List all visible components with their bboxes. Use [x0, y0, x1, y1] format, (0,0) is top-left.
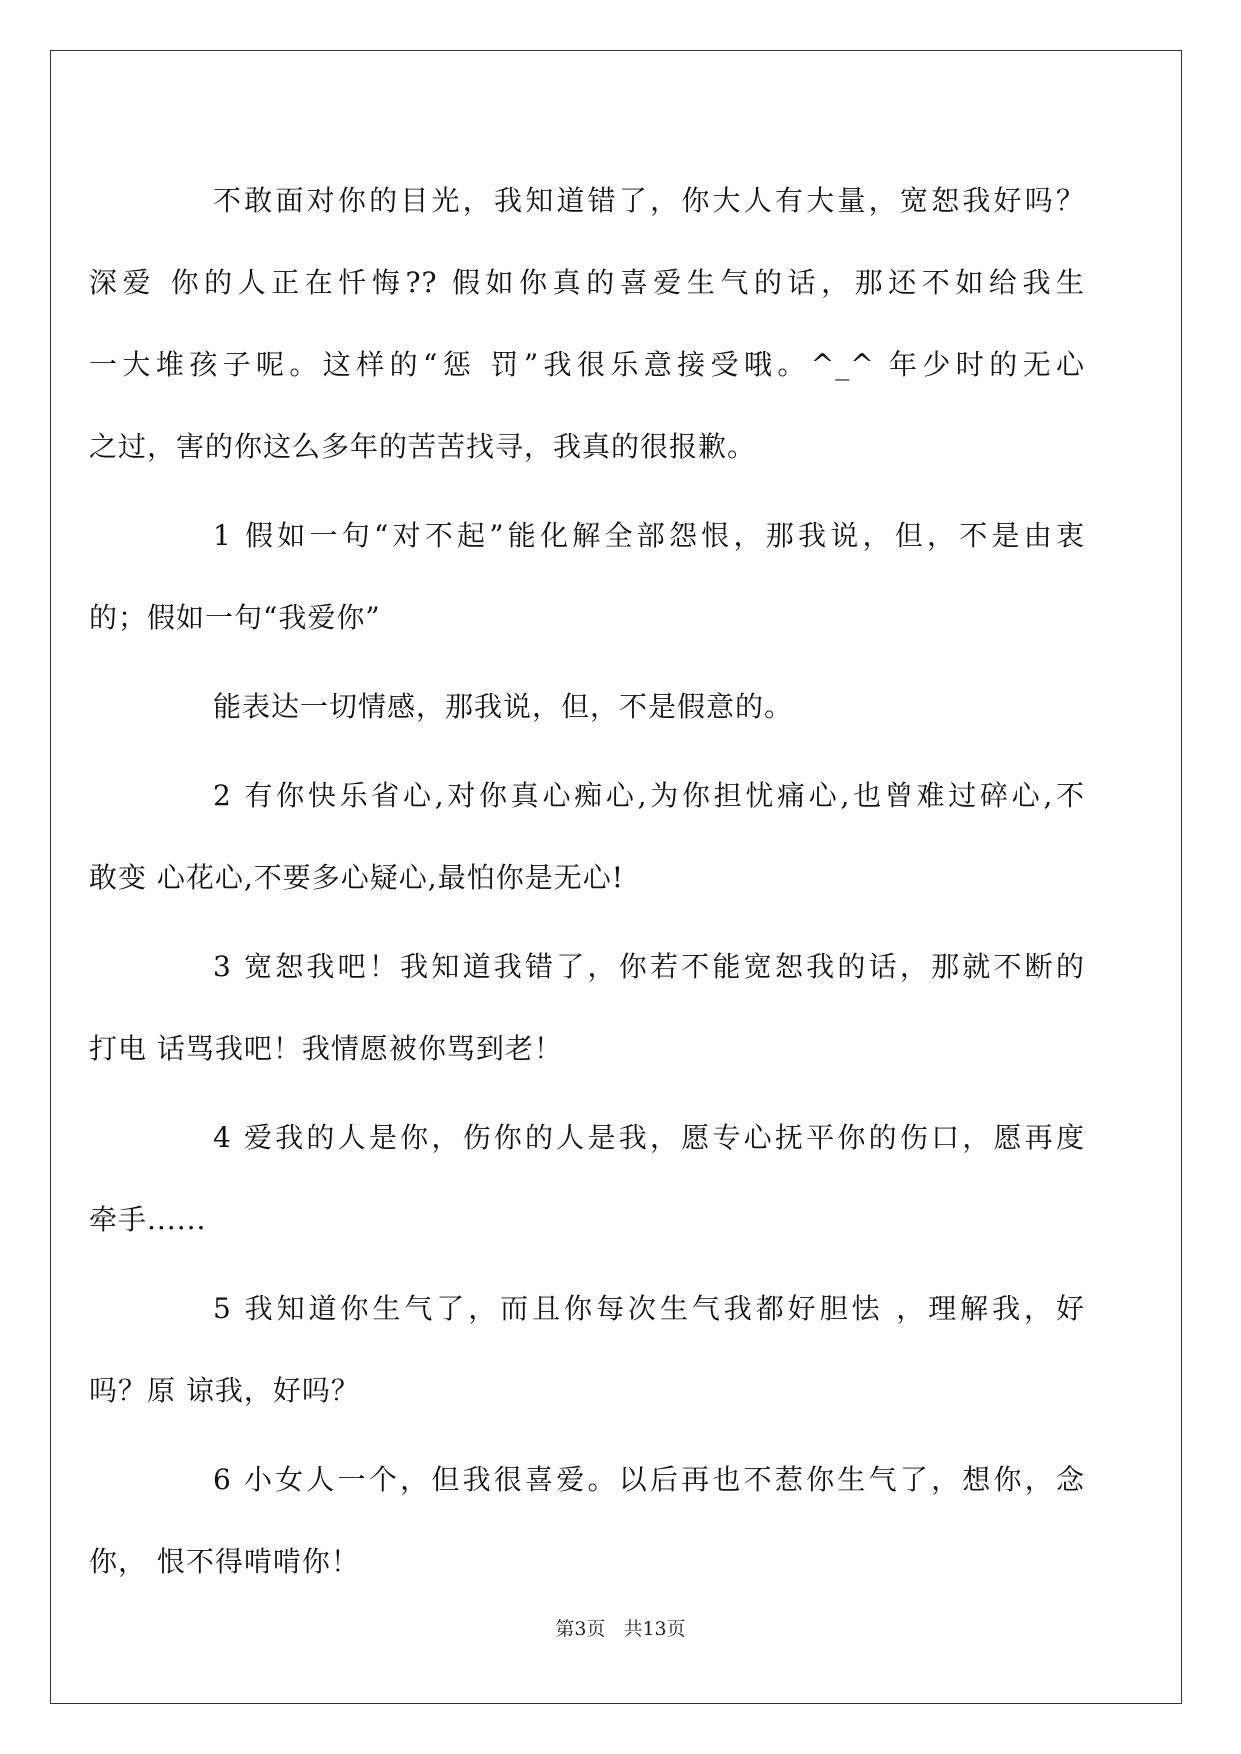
text-line: 不敢面对你的目光，我知道错了，你大人有大量，宽恕我好吗？ — [213, 184, 1085, 217]
text-line: 打电 话骂我吧！我情愿被你骂到老！ — [89, 1032, 563, 1065]
paragraph-item-1 — [89, 495, 1085, 659]
text-line: 的；假如一句“我爱你” — [89, 601, 381, 634]
page-footer — [0, 1614, 1241, 1641]
paragraph-item-1-continued — [151, 666, 1085, 748]
text-line: 牵手...... — [89, 1203, 207, 1236]
paragraph-item-6 — [89, 1439, 1085, 1603]
text-line: 5 我知道你生气了，而且你每次生气我都好胆怯 ，理解我，好 — [213, 1292, 1085, 1325]
paragraph-apology-intro — [89, 160, 1085, 488]
document-body — [89, 160, 1085, 1610]
text-line: 吗？原 谅我，好吗？ — [89, 1374, 360, 1407]
text-line: 能表达一切情感，那我说，但，不是假意的。 — [213, 690, 794, 723]
text-line: 4 爱我的人是你，伤你的人是我，愿专心抚平你的伤口，愿再度 — [213, 1121, 1085, 1154]
page-total: 共13页 — [623, 1618, 686, 1640]
paragraph-item-5 — [89, 1268, 1085, 1432]
paragraph-item-3 — [89, 926, 1085, 1090]
text-line: 一大堆孩子呢。这样的“惩 罚”我很乐意接受哦。^_^ 年少时的无心 — [89, 348, 1085, 381]
paragraph-item-4 — [89, 1097, 1085, 1261]
text-line: 深爱 你的人正在忏悔?? 假如你真的喜爱生气的话，那还不如给我生 — [89, 266, 1085, 299]
paragraph-item-2 — [89, 755, 1085, 919]
text-line: 之过，害的你这么多年的苦苦找寻，我真的很报歉。 — [89, 430, 757, 463]
text-line: 敢变 心花心,不要多心疑心,最怕你是无心! — [89, 861, 624, 894]
text-line: 2 有你快乐省心,对你真心痴心,为你担忧痛心,也曾难过碎心,不 — [213, 779, 1085, 812]
text-line: 你， 恨不得啃啃你！ — [89, 1545, 360, 1578]
page-number: 第3页 — [555, 1618, 606, 1640]
text-line: 1 假如一句“对不起”能化解全部怨恨，那我说，但，不是由衷 — [213, 519, 1085, 552]
text-line: 3 宽恕我吧！我知道我错了，你若不能宽恕我的话，那就不断的 — [213, 950, 1085, 983]
text-line: 6 小女人一个，但我很喜爱。以后再也不惹你生气了，想你，念 — [213, 1463, 1085, 1496]
